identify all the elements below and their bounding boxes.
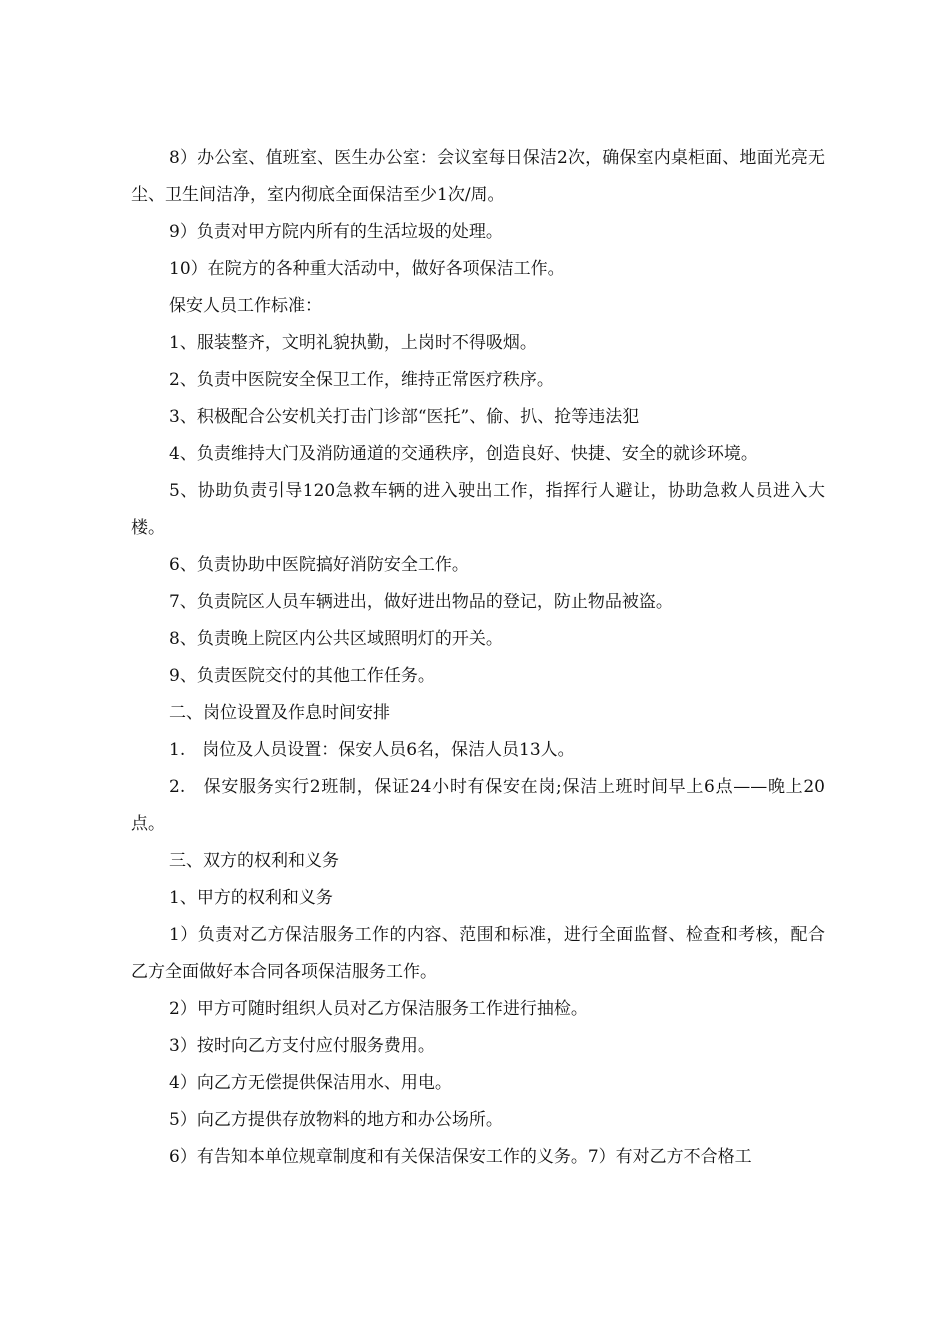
paragraph-garbage: 9）负责对甲方院内所有的生活垃圾的处理。: [169, 222, 503, 242]
section-heading-rights-obligations: 三、双方的权利和义务: [169, 851, 339, 871]
paragraph-security-7: 7、负责院区人员车辆进出，做好进出物品的登记，防止物品被盗。: [169, 592, 673, 612]
paragraph-positions-1: 1. 岗位及人员设置：保安人员6名，保洁人员13人。: [169, 740, 575, 760]
paragraph-security-5: 5、协助负责引导120急救车辆的进入驶出工作，指挥行人避让，协助急救人员进入大楼。: [131, 481, 825, 538]
paragraph-party-a-5: 5）向乙方提供存放物料的地方和办公场所。: [169, 1110, 503, 1130]
document-body: [131, 140, 825, 1176]
paragraph-positions-2: 2. 保安服务实行2班制，保证24小时有保安在岗;保洁上班时间早上6点——晚上20点。: [131, 777, 825, 834]
paragraph-security-9: 9、负责医院交付的其他工作任务。: [169, 666, 435, 686]
section-heading-positions: 二、岗位设置及作息时间安排: [169, 703, 390, 723]
paragraph-security-1: 1、服装整齐，文明礼貌执勤，上岗时不得吸烟。: [169, 333, 537, 353]
paragraph-party-a-2: 2）甲方可随时组织人员对乙方保洁服务工作进行抽检。: [169, 999, 588, 1019]
subsection-heading-party-a: 1、甲方的权利和义务: [169, 888, 333, 908]
paragraph-security-6: 6、负责协助中医院搞好消防安全工作。: [169, 555, 469, 575]
paragraph-party-a-1: 1）负责对乙方保洁服务工作的内容、范围和标准，进行全面监督、检查和考核，配合乙方全面做好本合同各项保洁服务工作。: [131, 925, 825, 982]
paragraph-security-3: 3、积极配合公安机关打击门诊部“医托”、偷、扒、抢等违法犯: [169, 407, 640, 427]
paragraph-major-events: 10）在院方的各种重大活动中，做好各项保洁工作。: [169, 259, 565, 279]
paragraph-security-8: 8、负责晚上院区内公共区域照明灯的开关。: [169, 629, 503, 649]
paragraph-party-a-3: 3）按时向乙方支付应付服务费用。: [169, 1036, 435, 1056]
paragraph-security-4: 4、负责维持大门及消防通道的交通秩序，创造良好、快捷、安全的就诊环境。: [169, 444, 758, 464]
paragraph-party-a-6: 6）有告知本单位规章制度和有关保洁保安工作的义务。7）有对乙方不合格工: [169, 1147, 752, 1167]
paragraph-office-cleaning: 8）办公室、值班室、医生办公室：会议室每日保洁2次，确保室内桌柜面、地面光亮无尘、卫生间洁净，室内彻底全面保洁至少1次/周。: [131, 148, 825, 205]
paragraph-party-a-4: 4）向乙方无偿提供保洁用水、用电。: [169, 1073, 452, 1093]
paragraph-security-2: 2、负责中医院安全保卫工作，维持正常医疗秩序。: [169, 370, 554, 390]
section-heading-security-standards: 保安人员工作标准：: [169, 296, 322, 316]
